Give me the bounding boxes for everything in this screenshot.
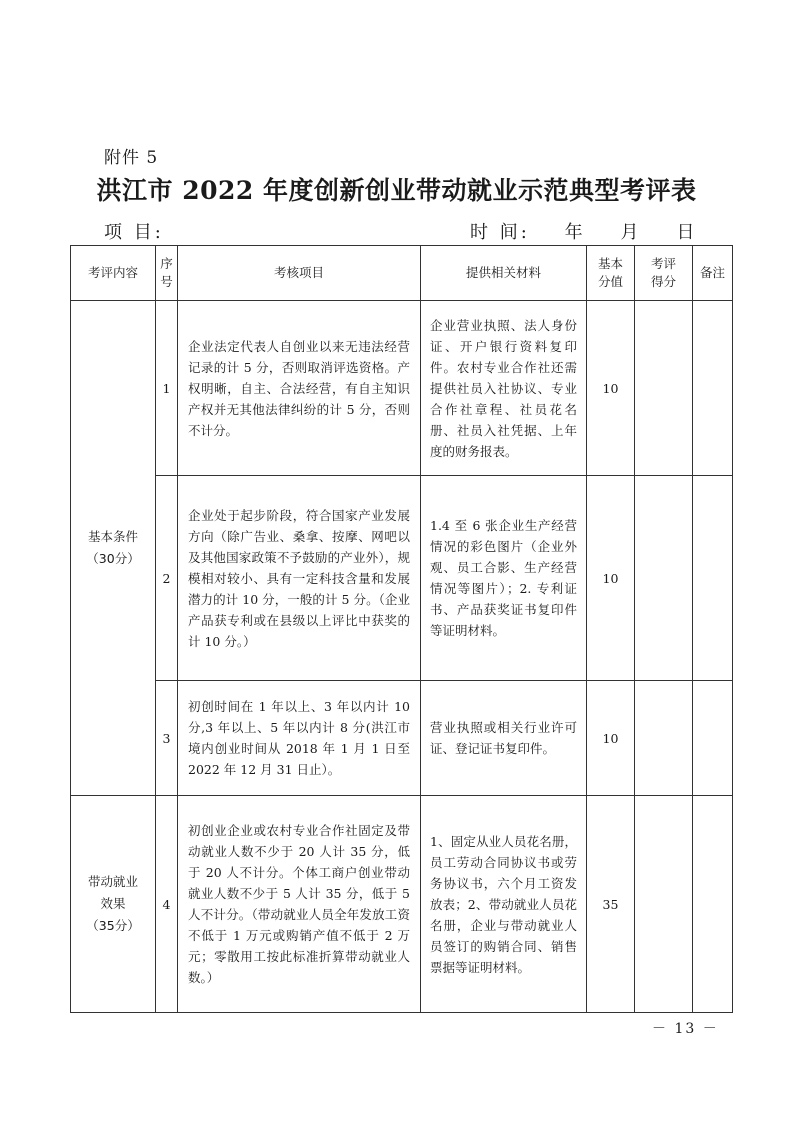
evaluation-item: 初创业企业或农村专业合作社固定及带动就业人数不少于 20 人计 35 分，低于 20 人不计分。个体工商户创业带动就业人数不少于 5 人计 35 分，低于 5 人不计分。（带动就业人员全年发放工资不低于 1 万元或购销产值不低于 2 万元；零散用工按此标准折算带动就业人数。） (178, 796, 421, 1013)
evaluation-score-cell[interactable] (635, 301, 693, 476)
table-header-row (71, 246, 733, 301)
evaluation-item: 企业处于起步阶段，符合国家产业发展方向（除广告业、桑拿、按摩、网吧以及其他国家政策不予鼓励的产业外），规模相对较小、具有一定科技含量和发展潜力的计 10 分，一般的计 5 分。（企业产品获专利或在县级以上评比中获奖的计 10 分。） (178, 476, 421, 681)
table-row (71, 796, 733, 1013)
table-row (71, 681, 733, 796)
required-materials: 营业执照或相关行业许可证、登记证书复印件。 (421, 681, 587, 796)
required-materials: 企业营业执照、法人身份证、开户银行资料复印件。农村专业合作社还需提供社员入社协议、专业合作社章程、社员花名册、社员入社凭据、上年度的财务报表。 (421, 301, 587, 476)
category-points: （35分） (86, 918, 140, 933)
category-cell (71, 301, 156, 796)
remarks-cell[interactable] (693, 796, 733, 1013)
time-label: 时 间: 年 月 日 (470, 222, 698, 243)
remarks-cell[interactable] (693, 476, 733, 681)
column-header: 序号 (156, 246, 178, 301)
table-row (71, 476, 733, 681)
base-score: 10 (587, 476, 635, 681)
attachment-label: 附件 5 (104, 148, 159, 168)
evaluation-item: 初创时间在 1 年以上、3 年以内计 10 分,3 年以上、5 年以内计 8 分(洪江市境内创业时间从 2018 年 1 月 1 日至 2022 年 12 月 31 日止）。 (178, 681, 421, 796)
remarks-cell[interactable] (693, 681, 733, 796)
base-score: 35 (587, 796, 635, 1013)
evaluation-score-cell[interactable] (635, 796, 693, 1013)
base-score: 10 (587, 301, 635, 476)
column-header: 提供相关材料 (421, 246, 587, 301)
column-header: 基本分值 (587, 246, 635, 301)
column-header: 考评得分 (635, 246, 693, 301)
page-title: 洪江市 2022 年度创新创业带动就业示范典型考评表 (96, 176, 697, 205)
evaluation-score-cell[interactable] (635, 476, 693, 681)
required-materials: 1.4 至 6 张企业生产经营情况的彩色图片（企业外观、员工合影、生产经营情况等图片）；2. 专利证书、产品获奖证书复印件等证明材料。 (421, 476, 587, 681)
column-header: 考核项目 (178, 246, 421, 301)
remarks-cell[interactable] (693, 301, 733, 476)
evaluation-score-cell[interactable] (635, 681, 693, 796)
base-score: 10 (587, 681, 635, 796)
category-label: 基本条件 (87, 529, 138, 544)
category-points: （30分） (86, 551, 140, 566)
column-header: 考评内容 (71, 246, 156, 301)
row-number: 3 (156, 681, 178, 796)
evaluation-table (70, 245, 733, 1013)
category-label: 带动就业效果 (87, 874, 138, 911)
project-label: 项 目: (104, 222, 164, 243)
page-number: － 13 － (652, 1021, 719, 1037)
category-cell (71, 796, 156, 1013)
table-row (71, 301, 733, 476)
required-materials: 1、固定从业人员花名册，员工劳动合同协议书或劳务协议书，六个月工资发放表；2、带动就业人员花名册，企业与带动就业人员签订的购销合同、销售票据等证明材料。 (421, 796, 587, 1013)
row-number: 4 (156, 796, 178, 1013)
evaluation-item: 企业法定代表人自创业以来无违法经营记录的计 5 分，否则取消评选资格。产权明晰，自主、合法经营，有自主知识产权并无其他法律纠纷的计 5 分，否则不计分。 (178, 301, 421, 476)
row-number: 2 (156, 476, 178, 681)
column-header: 备注 (693, 246, 733, 301)
row-number: 1 (156, 301, 178, 476)
